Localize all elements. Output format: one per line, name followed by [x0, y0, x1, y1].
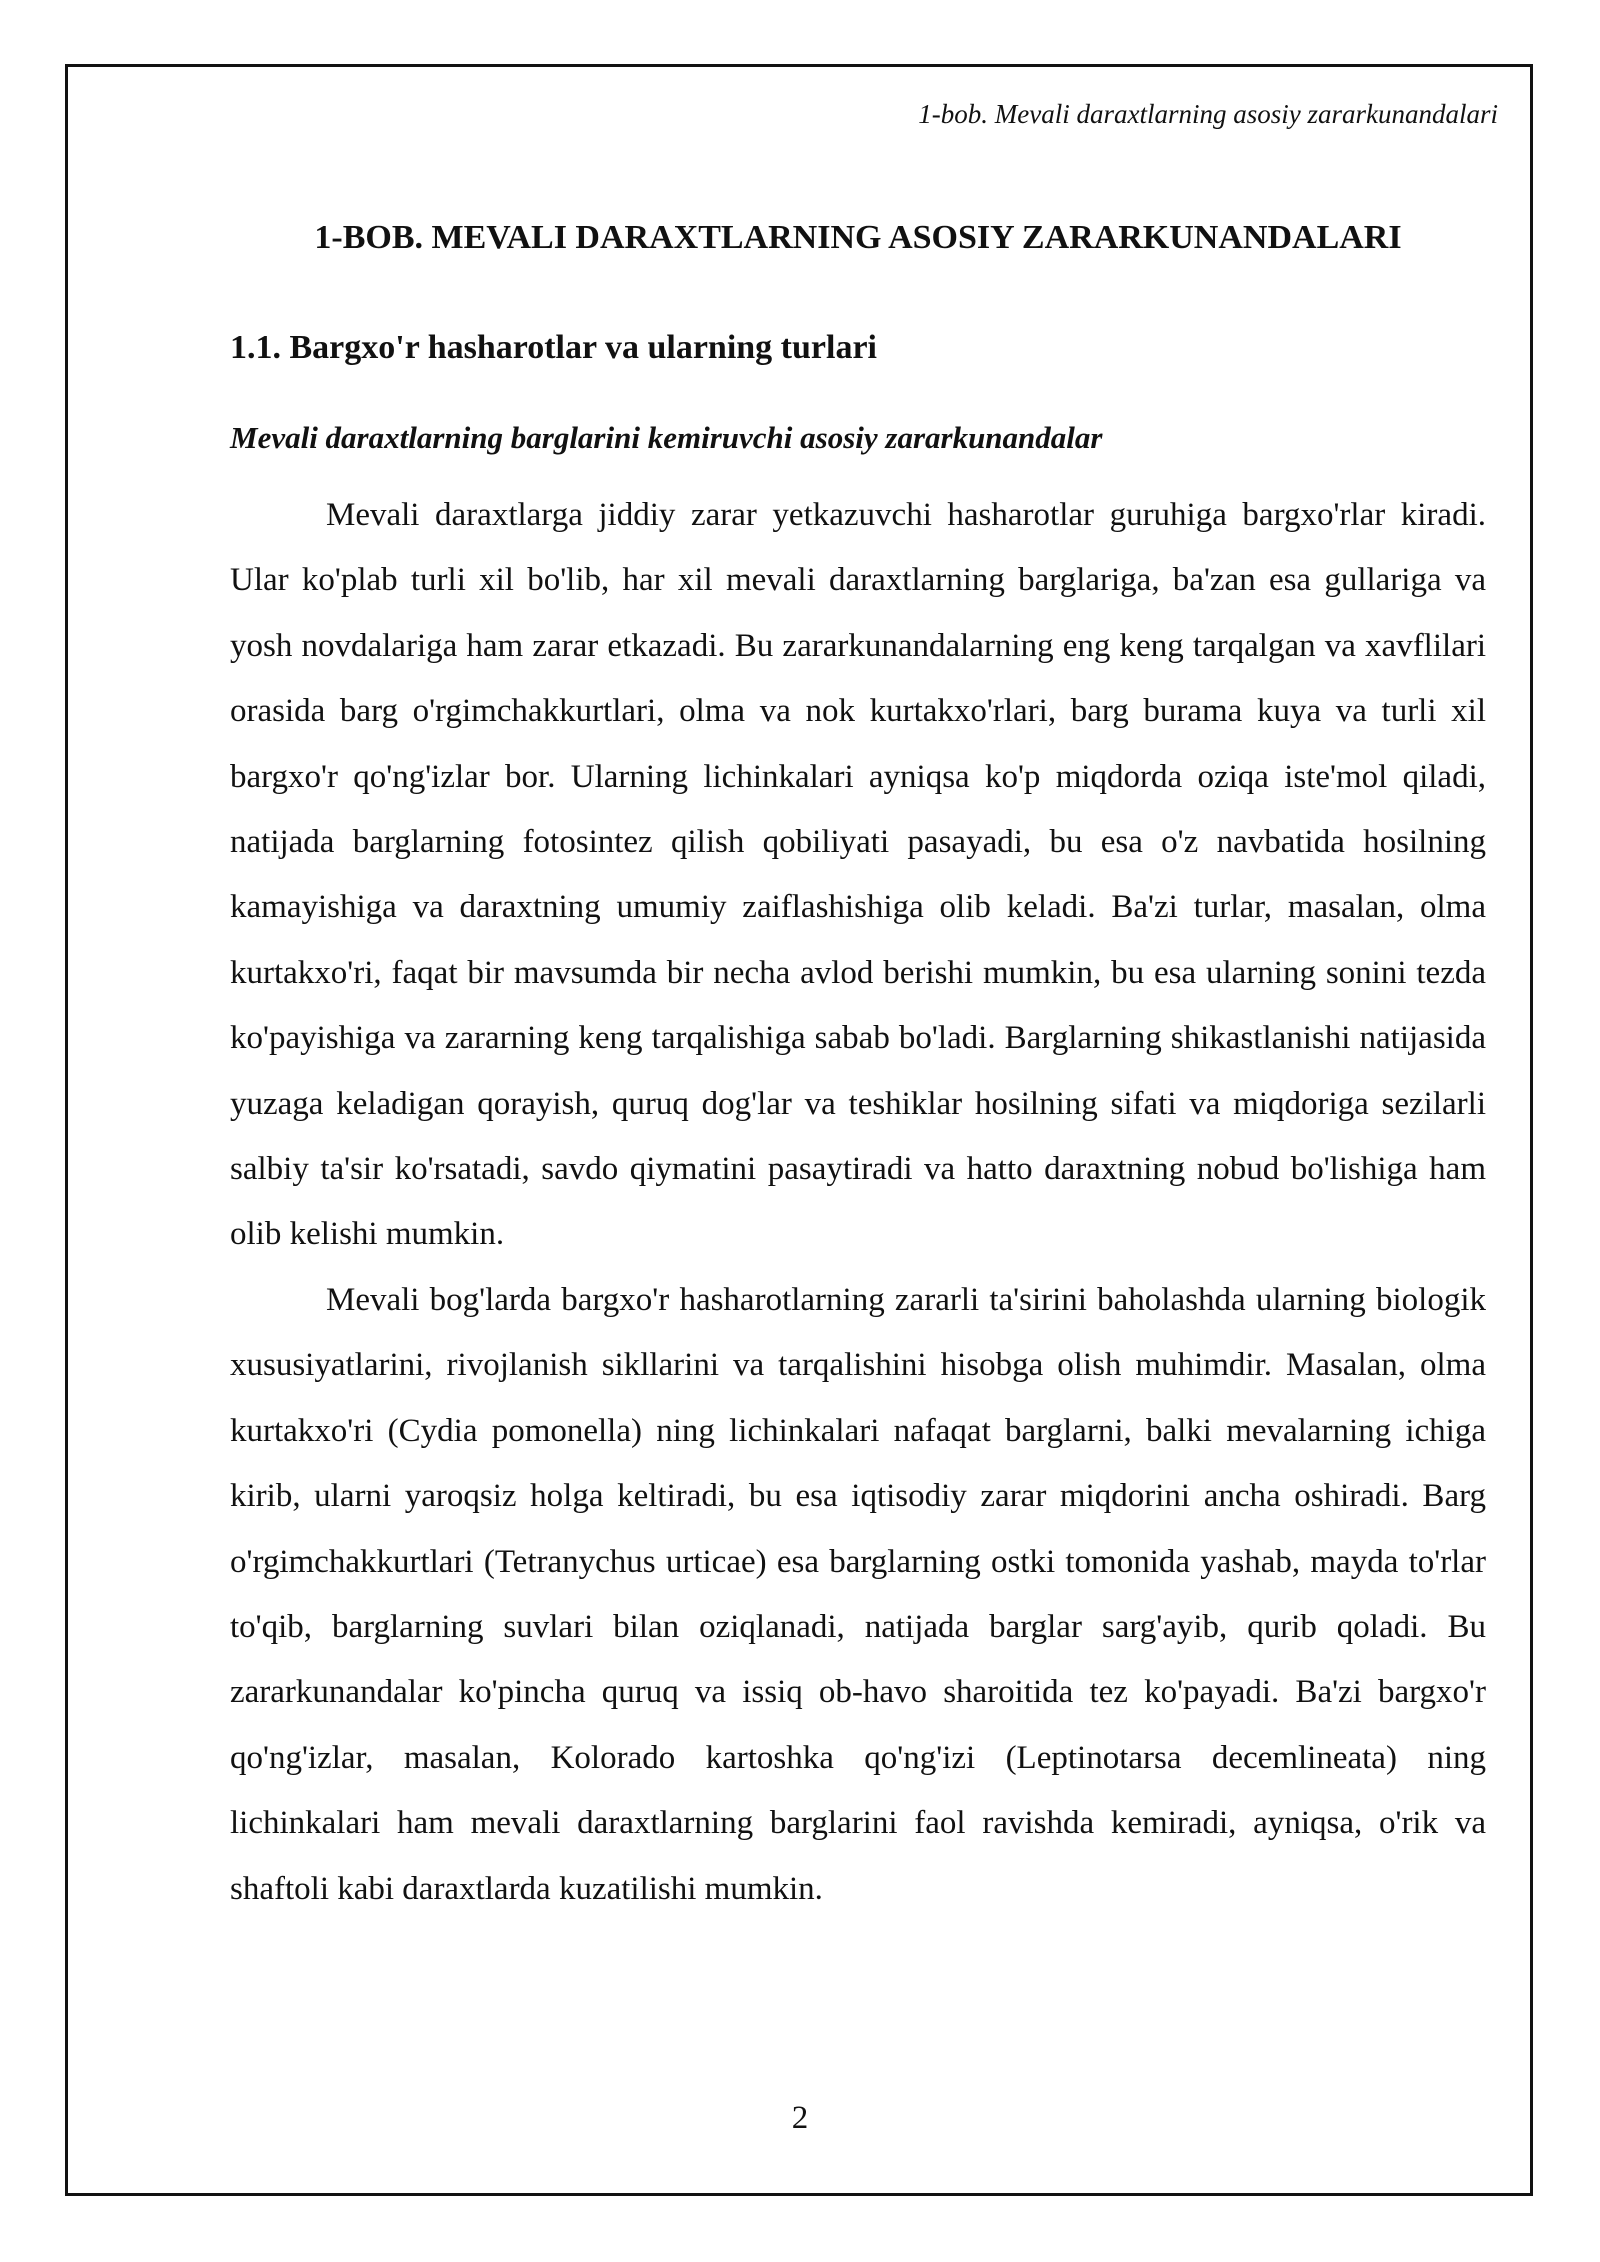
chapter-title: 1-BOB. MEVALI DARAXTLARNING ASOSIY ZARARKUNANDALARI: [314, 219, 1402, 256]
body-text: [230, 483, 1486, 1922]
subsection-title: Mevali daraxtlarning barglarini kemiruvchi asosiy zararkunandalar: [230, 420, 1103, 455]
running-header: 1-bob. Mevali daraxtlarning asosiy zararkunandalari: [918, 99, 1498, 129]
page-number: 2: [791, 2100, 809, 2136]
section-title: 1.1. Bargxo'r hasharotlar va ularning turlari: [230, 329, 877, 366]
paragraph: Mevali bog'larda bargxo'r hasharotlarning zararli ta'sirini baholashda ularning biologik xususiyatlarini, rivojlanish sikllarini va tarqalishini hisobga olish muhimdir. Masalan, olma kurtakxo'ri (Cydia pomonella) ning lichinkalari nafaqat barglarni, balki mevalarning ichiga kirib, ularni yaroqsiz holga keltiradi, bu esa iqtisodiy zarar miqdorini ancha oshiradi. Barg o'rgimchakkurtlari (Tetranychus urticae) esa barglarning ostki tomonida yashab, mayda to'rlar to'qib, barglarning suvlari bilan oziqlanadi, natijada barglar sarg'ayib, qurib qoladi. Bu zararkunandalar ko'pincha quruq va issiq ob-havo sharoitida tez ko'payadi. Ba'zi bargxo'r qo'ng'izlar, masalan, Kolorado kartoshka qo'ng'izi (Leptinotarsa decemlineata) ning lichinkalari ham mevali daraxtlarning barglarini faol ravishda kemiradi, ayniqsa, o'rik va shaftoli kabi daraxtlarda kuzatilishi mumkin.: [230, 1281, 1486, 1907]
paragraph: Mevali daraxtlarga jiddiy zarar yetkazuvchi hasharotlar guruhiga bargxo'rlar kiradi. Ular ko'plab turli xil bo'lib, har xil mevali daraxtlarning barglariga, ba'zan esa gullariga va yosh novdalariga ham zarar etkazadi. Bu zararkunandalarning eng keng tarqalgan va xavflilari orasida barg o'rgimchakkurtlari, olma va nok kurtakxo'rlari, barg burama kuya va turli xil bargxo'r qo'ng'izlar bor. Ularning lichinkalari ayniqsa ko'p miqdorda oziqa iste'mol qiladi, natijada barglarning fotosintez qilish qobiliyati pasayadi, bu esa o'z navbatida hosilning kamayishiga va daraxtning umumiy zaiflashishiga olib keladi. Ba'zi turlar, masalan, olma kurtakxo'ri, faqat bir mavsumda bir necha avlod berishi mumkin, bu esa ularning sonini tezda ko'payishiga va zararning keng tarqalishiga sabab bo'ladi. Barglarning shikastlanishi natijasida yuzaga keladigan qorayish, quruq dog'lar va teshiklar hosilning sifati va miqdoriga sezilarli salbiy ta'sir ko'rsatadi, savdo qiymatini pasaytiradi va hatto daraxtning nobud bo'lishiga ham olib kelishi mumkin.: [230, 497, 1486, 1253]
